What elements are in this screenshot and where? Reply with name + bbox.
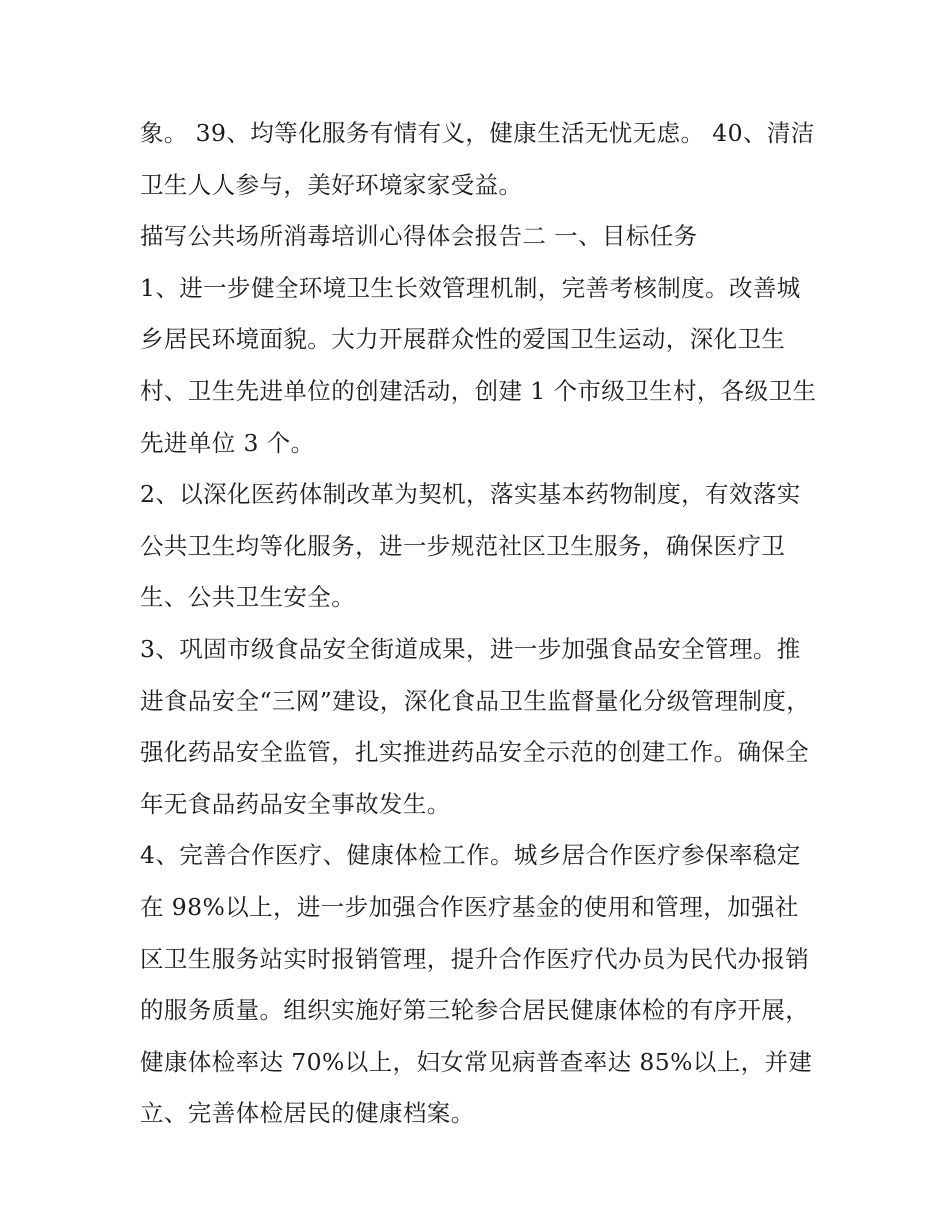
document-body	[140, 108, 820, 1140]
paragraph-task-2: 2、以深化医药体制改革为契机，落实基本药物制度，有效落实公共卫生均等化服务，进一步规范社区卫生服务，确保医疗卫生、公共卫生安全。	[140, 480, 801, 612]
paragraph-task-3: 3、巩固市级食品安全街道成果，进一步加强食品安全管理。推进食品安全“三网”建设，深化食品卫生监督量化分级管理制度，强化药品安全监管，扎实推进药品安全示范的创建工作。确保全年无食品药品安全事故发生。	[140, 634, 811, 818]
paragraph-task-1: 1、进一步健全环境卫生长效管理机制，完善考核制度。改善城乡居民环境面貌。大力开展群众性的爱国卫生运动，深化卫生村、卫生先进单位的创建活动，创建 1 个市级卫生村，各级卫生先进单位 3 个。	[140, 273, 817, 457]
paragraph-task-4: 4、完善合作医疗、健康体检工作。城乡居合作医疗参保率稳定在 98%以上，进一步加强合作医疗基金的使用和管理，加强社区卫生服务站实时报销管理，提升合作医疗代办员为民代办报销的服务质量。组织实施好第三轮参合居民健康体检的有序开展，健康体检率达 70%以上，妇女常见病普查率达 85%以上，并建立、完善体检居民的健康档案。	[140, 841, 813, 1128]
paragraph-intro-slogans: 象。 39、均等化服务有情有义，健康生活无忧无虑。 40、清洁卫生人人参与，美好环境家家受益。	[140, 119, 815, 199]
paragraph-report-heading: 描写公共场所消毒培训心得体会报告二 一、目标任务	[140, 222, 698, 251]
